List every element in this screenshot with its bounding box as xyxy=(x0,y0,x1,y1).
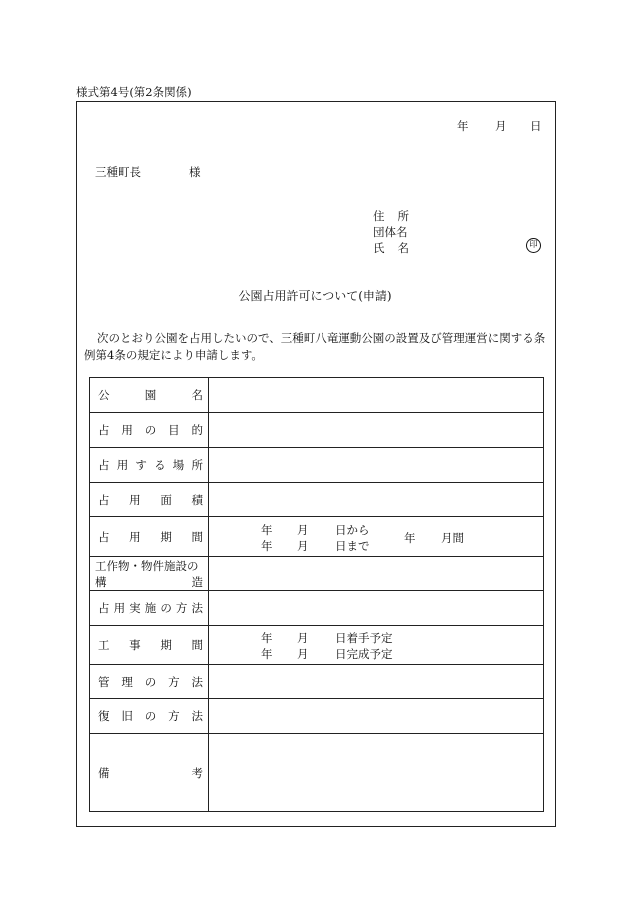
area-label: 占 用 面 積 xyxy=(90,483,209,517)
restoration-label: 復 旧 の 方 法 xyxy=(90,699,209,734)
form-number: 様式第4号(第2条関係) xyxy=(76,85,192,99)
structure-label: 工作物・物件施設の 構 造 xyxy=(90,557,209,591)
management-label: 管 理 の 方 法 xyxy=(90,665,209,699)
seal-mark: 印 xyxy=(526,238,541,253)
table-row xyxy=(90,557,544,591)
period-label: 占 用 期 間 xyxy=(90,517,209,557)
address-label: 住 所 xyxy=(373,209,409,223)
table-row xyxy=(90,483,544,517)
table-row xyxy=(90,378,544,413)
table-row xyxy=(90,448,544,483)
body-text: 次のとおり公園を占用したいので、三種町八竜運動公園の設置及び管理運営に関する条例第4条の規定により申請します。 xyxy=(84,331,546,362)
remarks-label: 備 考 xyxy=(90,734,209,812)
table-row xyxy=(90,413,544,448)
purpose-label: 占 用 の 目 的 xyxy=(90,413,209,448)
location-field[interactable] xyxy=(209,448,544,483)
date-month: 月 xyxy=(495,119,507,133)
work-period-label: 工 事 期 間 xyxy=(90,626,209,665)
date-year: 年 xyxy=(457,119,469,133)
table-row xyxy=(90,699,544,734)
work-period-field[interactable]: 年 月 日着手予定 年 月 日完成予定 xyxy=(209,626,544,665)
table-row xyxy=(90,665,544,699)
document-title: 公園占用許可について(申請) xyxy=(238,289,392,303)
management-field[interactable] xyxy=(209,665,544,699)
method-field[interactable] xyxy=(209,591,544,626)
period-field[interactable]: 年 月 日から 年 月 日まで 年 月間 xyxy=(209,517,544,557)
restoration-field[interactable] xyxy=(209,699,544,734)
table-row xyxy=(90,517,544,557)
park-name-field[interactable] xyxy=(209,378,544,413)
name-label: 氏 名 xyxy=(373,241,409,255)
application-table xyxy=(89,377,544,812)
table-row xyxy=(90,626,544,665)
group-name-label: 団体名 xyxy=(373,225,408,239)
remarks-field[interactable] xyxy=(209,734,544,812)
method-label: 占 用 実 施 の 方 法 xyxy=(90,591,209,626)
addressee-honorific: 様 xyxy=(189,165,201,179)
table-row xyxy=(90,591,544,626)
structure-field[interactable] xyxy=(209,557,544,591)
area-field[interactable] xyxy=(209,483,544,517)
location-label: 占 用 す る 場 所 xyxy=(90,448,209,483)
table-row xyxy=(90,734,544,812)
date-day: 日 xyxy=(530,119,542,133)
addressee-name: 三種町長 xyxy=(95,165,141,179)
purpose-field[interactable] xyxy=(209,413,544,448)
park-name-label: 公 園 名 xyxy=(90,378,209,413)
